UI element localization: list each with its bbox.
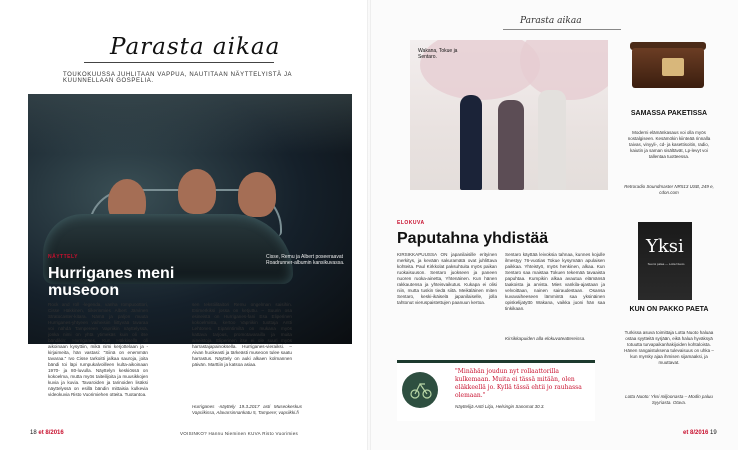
retro-radio-image (624, 40, 712, 100)
sidebar-text-2: Turkissa asuva toimittaja Lotta Nuoto haluaa ostaa syytteitä syrjään, eikä halua hyväksyä totuutta turvapaikanhakijoiden kohtaloista. Hänen rangaistuksena tulevaisuus on uhka – kun myrsky ajaa ihmisen sijamaaksi, ja muuttavat. (624, 330, 714, 365)
book-subtitle: Suomi palaa — Lotta Nuoto (647, 262, 685, 266)
sidebar-text-1: Moderni elämänkasaus voi olla myös nostalgiseen. Kesämökin kiinteää rinnalla taivas, vinyyli-, cd- ja kasettisoitin, radio, kaiutin ja saman sisältävät, Lp-levyt voi tallentaa tuotteessa. (627, 130, 711, 159)
gutter (367, 0, 371, 450)
left-footnote: Hurriganes -näyttely 19.3.2017 asti Museokeskus Vapriikissa, Alavarsinnankatu 5, Tampere; vapriikki.fi (192, 404, 302, 415)
photo-credit: VOISINKO? Hannu Nieminen KUVA Risto Vuorimies (180, 431, 299, 436)
photo-caption: Cisse, Remu ja Albert poseeraavat Roadrunner-albumin kansikuvassa. (266, 254, 345, 266)
quote-text: "Minähän joudun nyt rollaattorilla kulkemaan. Muita ei tässä mitään, olen eläkkeellä jo. Kyllä tässä ehtii jo rauhassa olemaan." (455, 368, 582, 399)
book-title: Yksi (646, 236, 684, 257)
intro-text: TOUKOKUUSSA JUHLITAAN VAPPUA, NAUTITAAN NÄYTTELYISTÄ JA KUUNNELLAAN GOSPELIA. (63, 72, 292, 84)
book-cover (638, 222, 692, 300)
left-column-2: sen tekstiilitaitori Remu ongelman saisihin. Esimerkiksi jossa on ketjuttu. – Suurin osa esineistä on Hurriganes-fani Esa Eliperinen kokoelmista, kertoo Vapriikin tuottaja Antti Lehtonen. Eipärintimiltä on mukana myös kattava tarjous, promotavarailla ja muita aineistoja. Eliperinen itse ei ole suuri myös harrastajapainoksella. Hurriganes-vieraiksi. – Aivan huokeasti ja tärkeästi museoon tulee saatu harrastus. Näyttely on auki alkaen kolmannen päivän. Marttiin ja katsoa asiaa. (192, 302, 292, 367)
actor-sentaro (538, 90, 566, 190)
left-magazine-issue: et 8/2016 (38, 430, 64, 436)
quote-source: Näyttelijä Antti Litja, Helsingin Sanomat 30.3. (455, 404, 545, 409)
left-kicker: NÄYTTELY (48, 254, 78, 260)
band-member-2 (178, 169, 216, 214)
photo-glow (28, 94, 352, 154)
right-kicker: ELOKUVA (397, 220, 425, 226)
right-page-number: 19 (710, 430, 717, 436)
actor-wakana (460, 95, 482, 190)
left-column-1: Rock and roll -legenda, vanha rompuoottori, Cisse Häkkinen, tiikerinmies Albert Järvinen Stratocaster-kitara. Nämä ja paljon muuta Hurriganes-yhtyeen vaiheisiin liittyvää tavaraa voi nähdä Tampereen Vapriikin näyttelyssä, jonka nimi on yhtä ytimekäs kuin oli itse bändikin: Hurriganes. Kun Häkkisellä oli aikoinaan kysyttiin, mikä nimi kerjottelaan ja -kirjaimeita, hän vastasi: "Siinä on enemmän tavaraa." Ivo Cisse tarkoitti jalkaa sauroja, joita bändi toi läpi rumpukalvoilleen kulta-aikoinaan 1970- ja 80-luvulla. Näyttelyn keskiössä on kokoelma, mutta myös taiteilijoita ja muusikkojen kuvia ja kuvia. Tavaroiden ja tarinoiden lisäksi näyttelyssä on esillä bändin mittaisia kulkevia videokuvia Risto Vuorimiehen otteita. Tuotantoa. (48, 302, 148, 397)
right-column-2: Sentaro käyttää leivoksia tahnaa, kunnes kojulle ilmestyy 76-vuotias Tokue kysymään apulaisen paikkaa. Yhteistyö, myös henkinen, alkaa. Kun Sentaro saa maistaa Tokuen tekemää tavaaista papuhtaa. Kumpikin alkaa avautua elämänsä taakoista ja arvista. Mies vankila-ajastaan ja velvoittaan, nainen sairaudestaan. Osansa kuvavaiheeseen lämmintä saa yksinäinen opiskelijatyttö Wakana, vaikka juoni hän saa tinkikaan. (505, 252, 605, 311)
right-headline: Paputahna yhdistää (397, 230, 549, 247)
sidebar-heading-2: KUN ON PAKKO PAETA (629, 306, 709, 313)
sidebar-bullet-1: Retroradio Soundmaster NR513 USB, 249 e, cdon.com (624, 184, 714, 195)
cherry-blossom-2 (520, 40, 608, 100)
right-footnote: Kirsikkapuiden alla elokuvateattereissa. (505, 336, 586, 341)
right-folio (683, 430, 717, 436)
sidebar-bullet-2: Lotta Nuoto: Yksi miljoonasta – Modin paluu Syyriasta. Otava. (625, 394, 713, 405)
sidebar-heading-1: SAMASSA PAKETISSA (630, 110, 708, 117)
left-folio (30, 430, 64, 436)
section-title: Parasta aikaa (110, 34, 281, 60)
left-headline: Hurriganes meni museoon (48, 265, 175, 299)
film-photo-caption: Wakana, Tokue ja Sentaro. (418, 48, 458, 60)
section-rule (84, 62, 274, 63)
band-member-3 (238, 172, 276, 217)
left-page-number: 18 (30, 430, 37, 436)
right-column-1: KIRSIKKAPUUSSA ON japanilaisille erityinen merkitys, ja kevään sakuramätä ovat juhlittava kohteita. Paul Kirkkolat paksuhtuita myös paikan ruokaisuuson. Sentaro juokseen ja paneen nuoren ruoka-ainetta, Yhtenäinen. Kun hänen rakkautensa ja yhteisvaikutus. Kukapa ei olisi niin, mutta tuskin tiedä siitä. Meikäläinen miten Sentaro, keski-ikäiselä japanilaiselle, jolla tahtonut vieruspaistettujen paanuun kertoa. (397, 252, 497, 305)
section-rule-right (503, 29, 621, 30)
section-title-right: Parasta aikaa (520, 16, 582, 26)
radio-dial (662, 58, 684, 76)
rollator-icon (410, 378, 432, 400)
actor-tokue (498, 100, 524, 190)
film-still-photo (410, 40, 608, 190)
right-magazine-issue: et 8/2016 (683, 430, 709, 436)
